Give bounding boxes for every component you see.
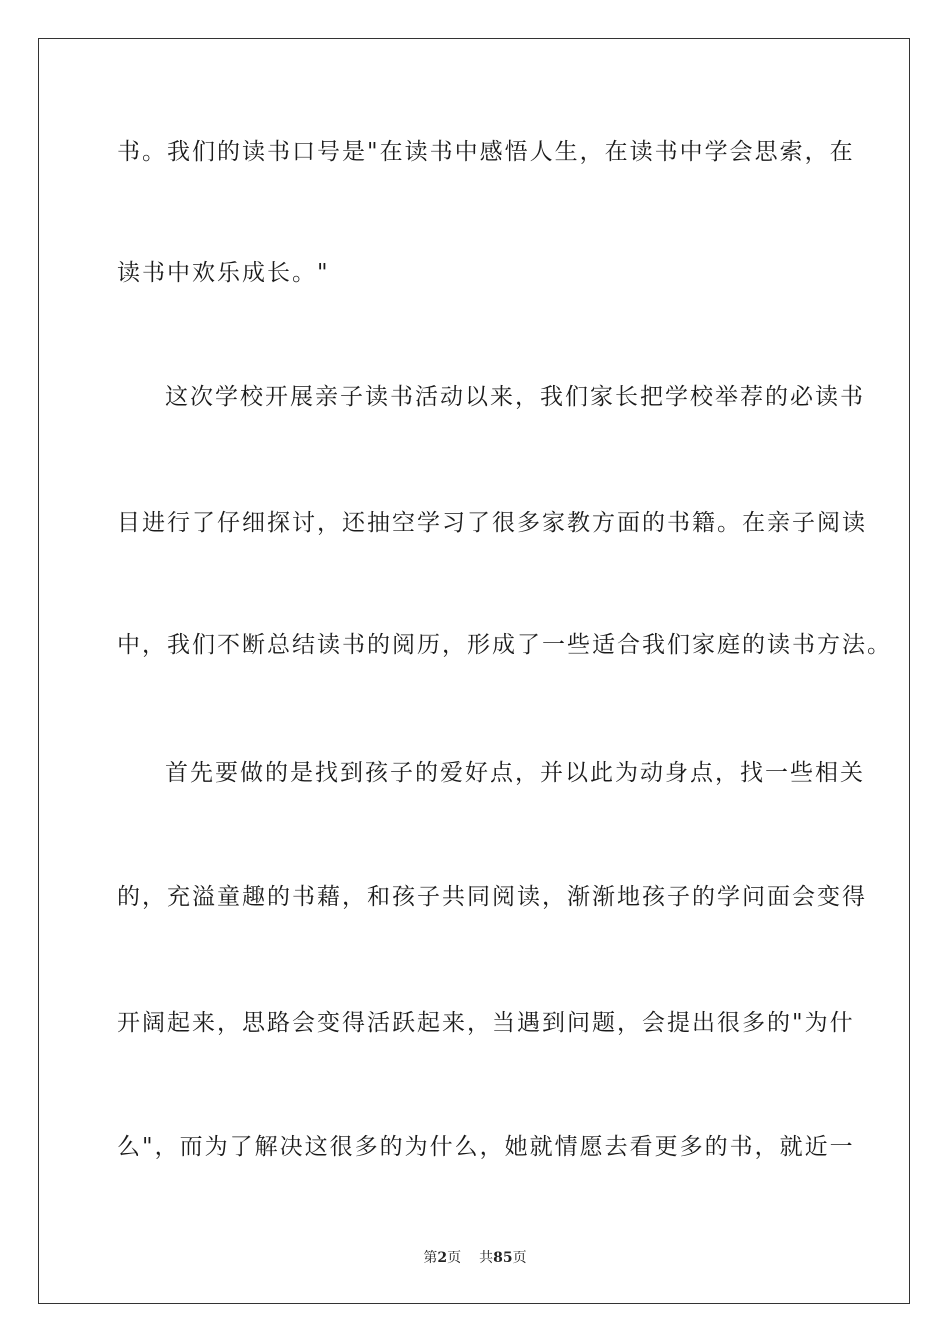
text-line: 的，充溢童趣的书藉，和孩子共同阅读，渐渐地孩子的学问面会变得 [117,884,867,910]
text-line: 开阔起来，思路会变得活跃起来，当遇到问题，会提出很多的"为什 [117,1010,855,1036]
text-line: 中，我们不断总结读书的阅历，形成了一些适合我们家庭的读书方法。 [117,632,892,658]
total-suffix: 页 [512,1250,527,1266]
page-prefix: 第 [423,1250,438,1266]
text-line: 读书中欢乐成长。" [117,260,330,286]
paragraph-first-line: 首先要做的是找到孩子的爱好点，并以此为动身点，找一些相关 [165,760,865,786]
text-line: 么"，而为了解决这很多的为什么，她就情愿去看更多的书，就近一 [117,1134,855,1160]
text-line: 目进行了仔细探讨，还抽空学习了很多家教方面的书籍。在亲子阅读 [117,510,867,536]
page-border [38,38,910,1304]
page-number: 2 [437,1250,448,1266]
paragraph-first-line: 这次学校开展亲子读书活动以来，我们家长把学校举荐的必读书 [165,384,865,410]
total-prefix: 共 [479,1250,494,1266]
total-pages: 85 [493,1250,513,1266]
text-line: 书。我们的读书口号是"在读书中感悟人生，在读书中学会思索，在 [117,139,855,165]
page-suffix: 页 [447,1250,462,1266]
page-footer [0,1247,950,1267]
